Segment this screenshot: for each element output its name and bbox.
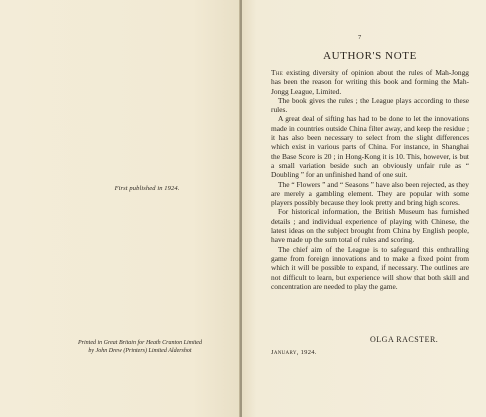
section-title: AUTHOR'S NOTE — [323, 50, 417, 62]
opening-word: The — [271, 68, 284, 77]
printer-imprint — [40, 340, 240, 355]
paragraph-3: A great deal of sifting has had to be done to let the innovations made in countries outside China filter away, and keep the residue ; it has also been necessary to select from the slight differences which exist in various parts of China. For instance, in Shanghai the Base Score is 20 ; in Hong-Kong it is 10. This, however, is but a small variation beside such an obviously unfair rule as “ Doubling ” for an unfinished hand of one suit. — [271, 114, 469, 180]
authors-note-body — [271, 68, 469, 291]
note-date-text: January, 1924. — [271, 349, 317, 356]
paragraph-1 — [271, 68, 469, 96]
paragraph-2: The book gives the rules ; the League plays according to these rules. — [271, 95, 469, 115]
printer-imprint-line-1: Printed in Great Britain for Heath Cranton Limited — [78, 340, 202, 346]
printer-imprint-line-2: by John Drew (Printers) Limited Aldershot — [88, 347, 192, 354]
paragraph-6: The chief aim of the League is to safeguard this enthralling game from foreign innovations and to make a fixed point from which it will be possible to expand, if necessary. The outlines are not difficult to learn, but experience will show that both skill and concentration are needed to play the game. — [271, 244, 469, 291]
paragraph-5: For historical information, the British Museum has furnished details ; and individual experience of playing with Chinese, the latest ideas on the subject brought from China by English people, have made up the sum total of rules and scoring. — [271, 207, 469, 245]
author-signature: OLGA RACSTER. — [370, 335, 439, 344]
note-date — [271, 349, 317, 356]
first-published-note: First published in 1924. — [114, 185, 180, 192]
left-page — [0, 0, 240, 417]
page-number: 7 — [358, 34, 362, 41]
paragraph-1-text: existing diversity of opinion about the rules of Mah-Jongg has been the reason for writing this book and forming the Mah-Jongg League, Limited. — [271, 68, 469, 96]
paragraph-4: The “ Flowers ” and “ Seasons ” have also been rejected, as they are merely a gambling element. They are popular with some players possibly because they look pretty and bring high scores. — [271, 179, 469, 208]
